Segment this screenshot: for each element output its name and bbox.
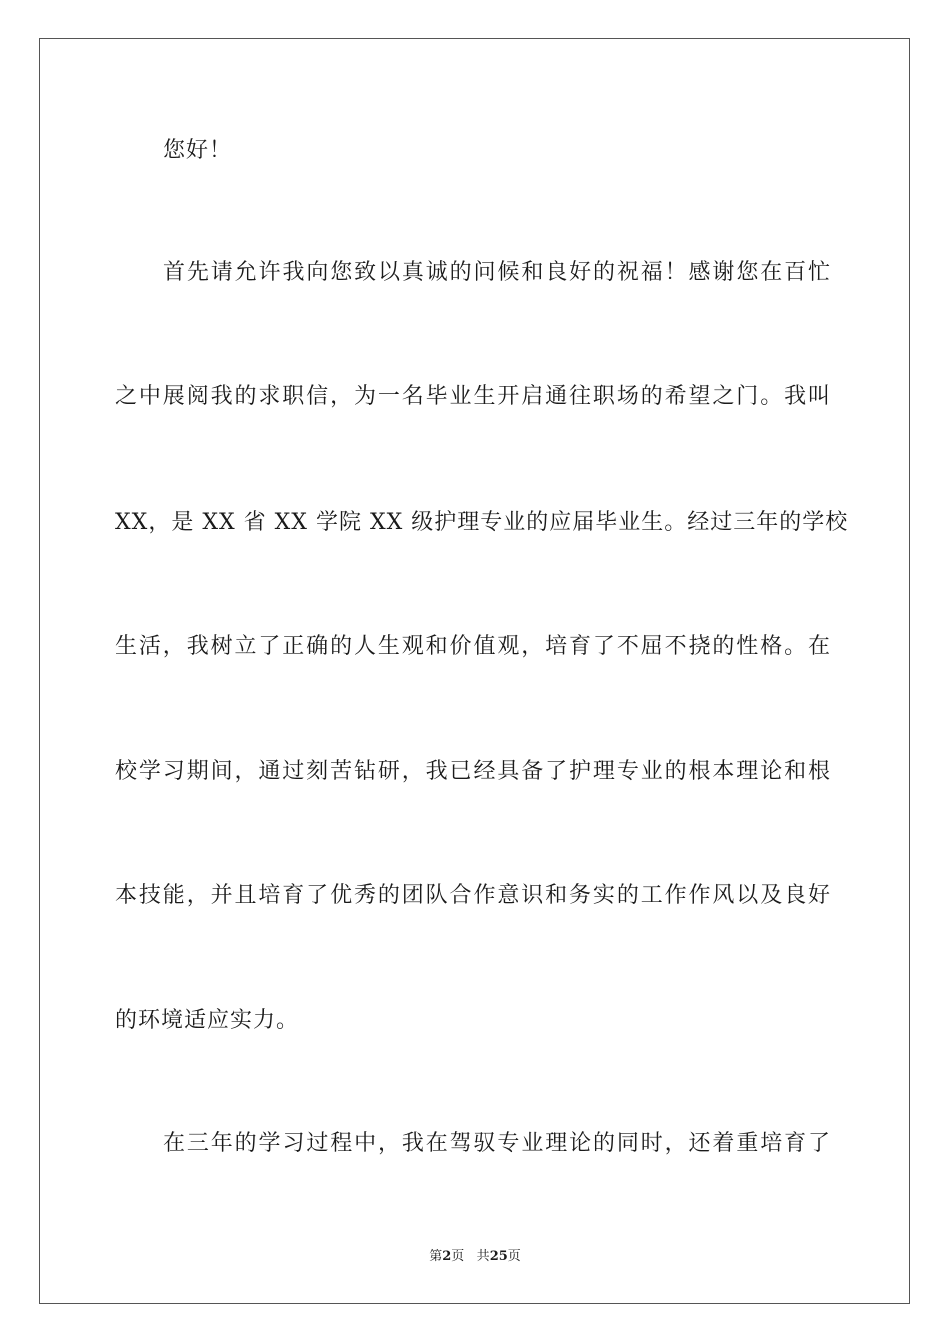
paragraph-line: 本技能，并且培育了优秀的团队合作意识和务实的工作作风以及良好 xyxy=(115,883,831,908)
paragraph-line: XX，是 XX 省 XX 学院 XX 级护理专业的应届毕业生。经过三年的学校 xyxy=(115,510,849,535)
paragraph-line: 在三年的学习过程中，我在驾驭专业理论的同时，还着重培育了 xyxy=(163,1131,831,1156)
page-number: 2 xyxy=(442,1249,452,1264)
paragraph-line: 生活，我树立了正确的人生观和价值观，培育了不屈不挠的性格。在 xyxy=(115,634,831,659)
total-suffix: 页 xyxy=(507,1249,521,1264)
page-prefix: 第 xyxy=(429,1249,443,1264)
paragraph-line: 之中展阅我的求职信，为一名毕业生开启通往职场的希望之门。我叫 xyxy=(115,384,831,409)
paragraph-line: 校学习期间，通过刻苦钻研，我已经具备了护理专业的根本理论和根 xyxy=(115,759,831,784)
total-prefix: 共 xyxy=(476,1249,490,1264)
page-footer xyxy=(0,1248,950,1266)
greeting-line: 您好！ xyxy=(163,138,233,163)
paragraph-line: 的环境适应实力。 xyxy=(115,1008,300,1033)
page-suffix: 页 xyxy=(451,1249,465,1264)
total-pages: 25 xyxy=(489,1249,508,1264)
page-border xyxy=(39,38,910,1304)
paragraph-line: 首先请允许我向您致以真诚的问候和良好的祝福！感谢您在百忙 xyxy=(163,260,831,285)
